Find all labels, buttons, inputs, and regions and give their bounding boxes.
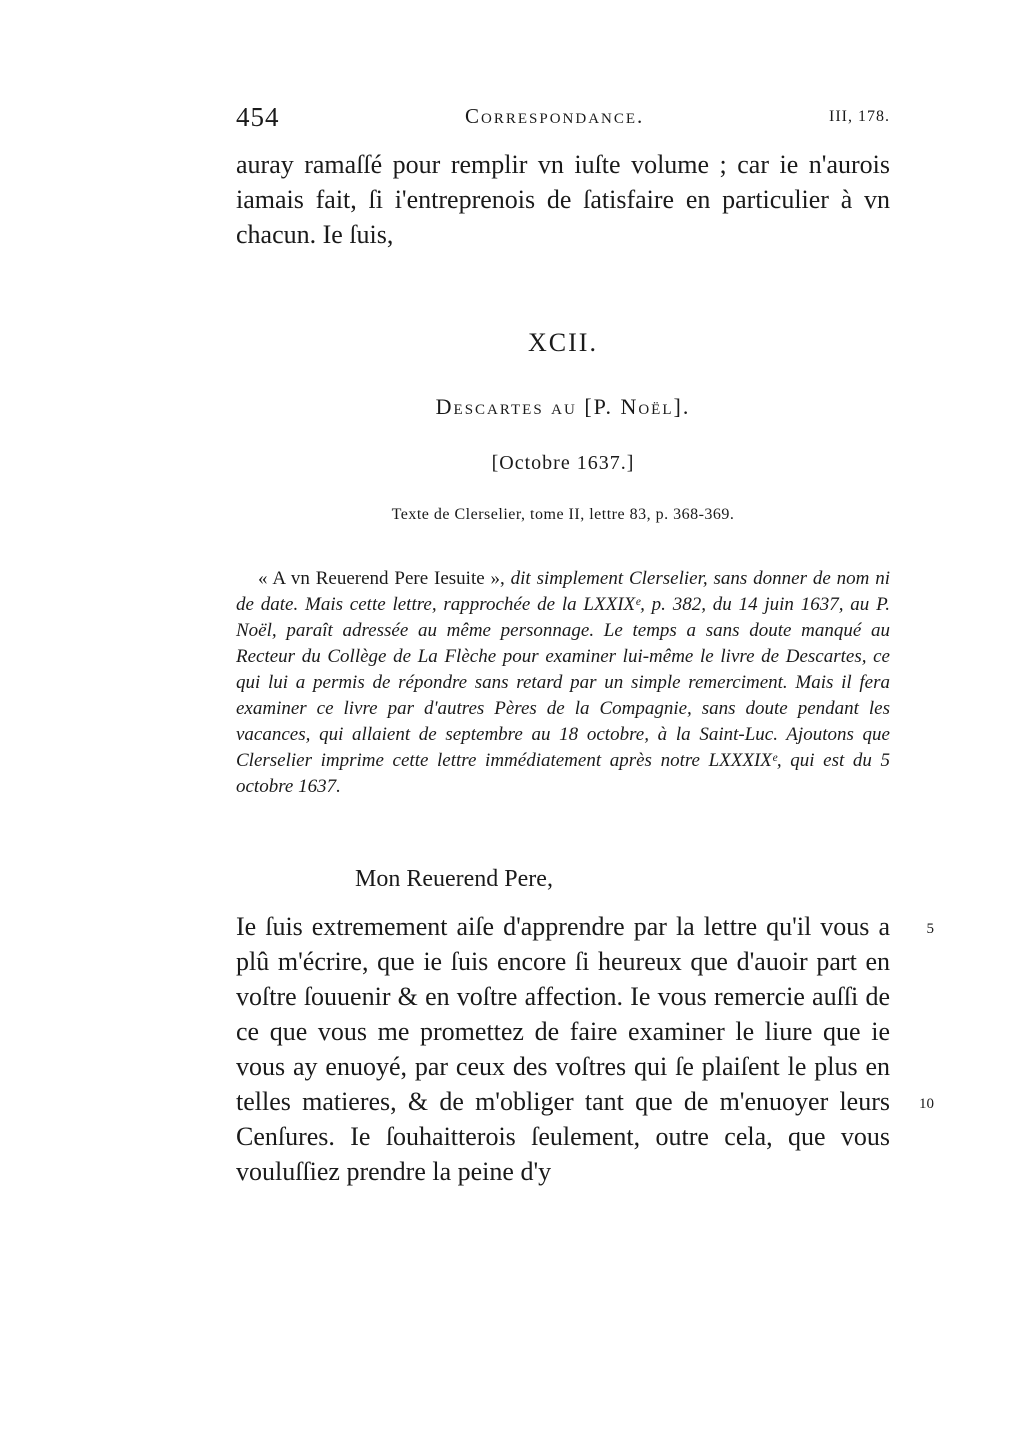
editorial-note bbox=[236, 566, 890, 800]
page-header bbox=[236, 102, 890, 136]
letter-number: XCII. bbox=[528, 328, 598, 357]
letter-body: Ie ſuis extremement aiſe d'apprendre par la lettre qu'il vous a plû m'écrire, que ie ſuis encore ſi heureux que d'auoir part en voſtre ſouuenir & en voſtre affection. Ie vous remercie auſſi de ce que vous me promettez de faire examiner le liure que ie vous ay enuoyé, par ceux des voſtres qui ſe plaiſent le plus en telles matieres, & de m'obliger tant que de m'enuoyer leurs Cenſures. Ie ſouhaitterois ſeulement, outre cela, que vous vouluſſiez prendre la peine d'y bbox=[236, 912, 890, 1186]
volume-reference: III, 178. bbox=[829, 108, 890, 125]
page-number: 454 bbox=[236, 102, 280, 132]
line-number-5: 5 bbox=[926, 921, 934, 937]
line-number-10: 10 bbox=[919, 1096, 934, 1112]
note-text: dit simplement Clerselier, sans donner de nom ni de date. Mais cette lettre, rapprochée de la LXXIXᵉ, p. 382, du 14 juin 1637, au P. Noël, paraît adressée au même personnage. Le temps a sans doute manqué au Recteur du Collège de La Flèche pour examiner lui-même le livre de Descartes, ce qui lui a permis de répondre sans retard par un simple remerciment. Mais il fera examiner ce livre par d'autres Pères de la Compagnie, sans doute pendant les vacances, qui allaient de septembre au 18 octobre, à la Saint-Luc. Ajoutons que Clerselier imprime cette lettre immédiatement après notre LXXXIXᵉ, qui est du 5 octobre 1637. bbox=[236, 568, 890, 797]
note-lead: « A vn Reuerend Pere Iesuite », bbox=[258, 568, 505, 589]
salutation: Mon Reuerend Pere, bbox=[355, 866, 553, 892]
letter-date: [Octobre 1637.] bbox=[491, 452, 635, 474]
running-title: Correspondance. bbox=[465, 104, 645, 128]
carry-over-paragraph: auray ramaſſé pour remplir vn iuſte volume ; car ie n'aurois iamais fait, ſi i'entreprenois de ſatisfaire en particulier à vn chacun. Ie ſuis, bbox=[236, 150, 890, 249]
letter-title: Descartes au [P. Noël]. bbox=[435, 394, 691, 419]
source-reference: Texte de Clerselier, tome II, lettre 83, p. 368-369. bbox=[391, 506, 735, 523]
